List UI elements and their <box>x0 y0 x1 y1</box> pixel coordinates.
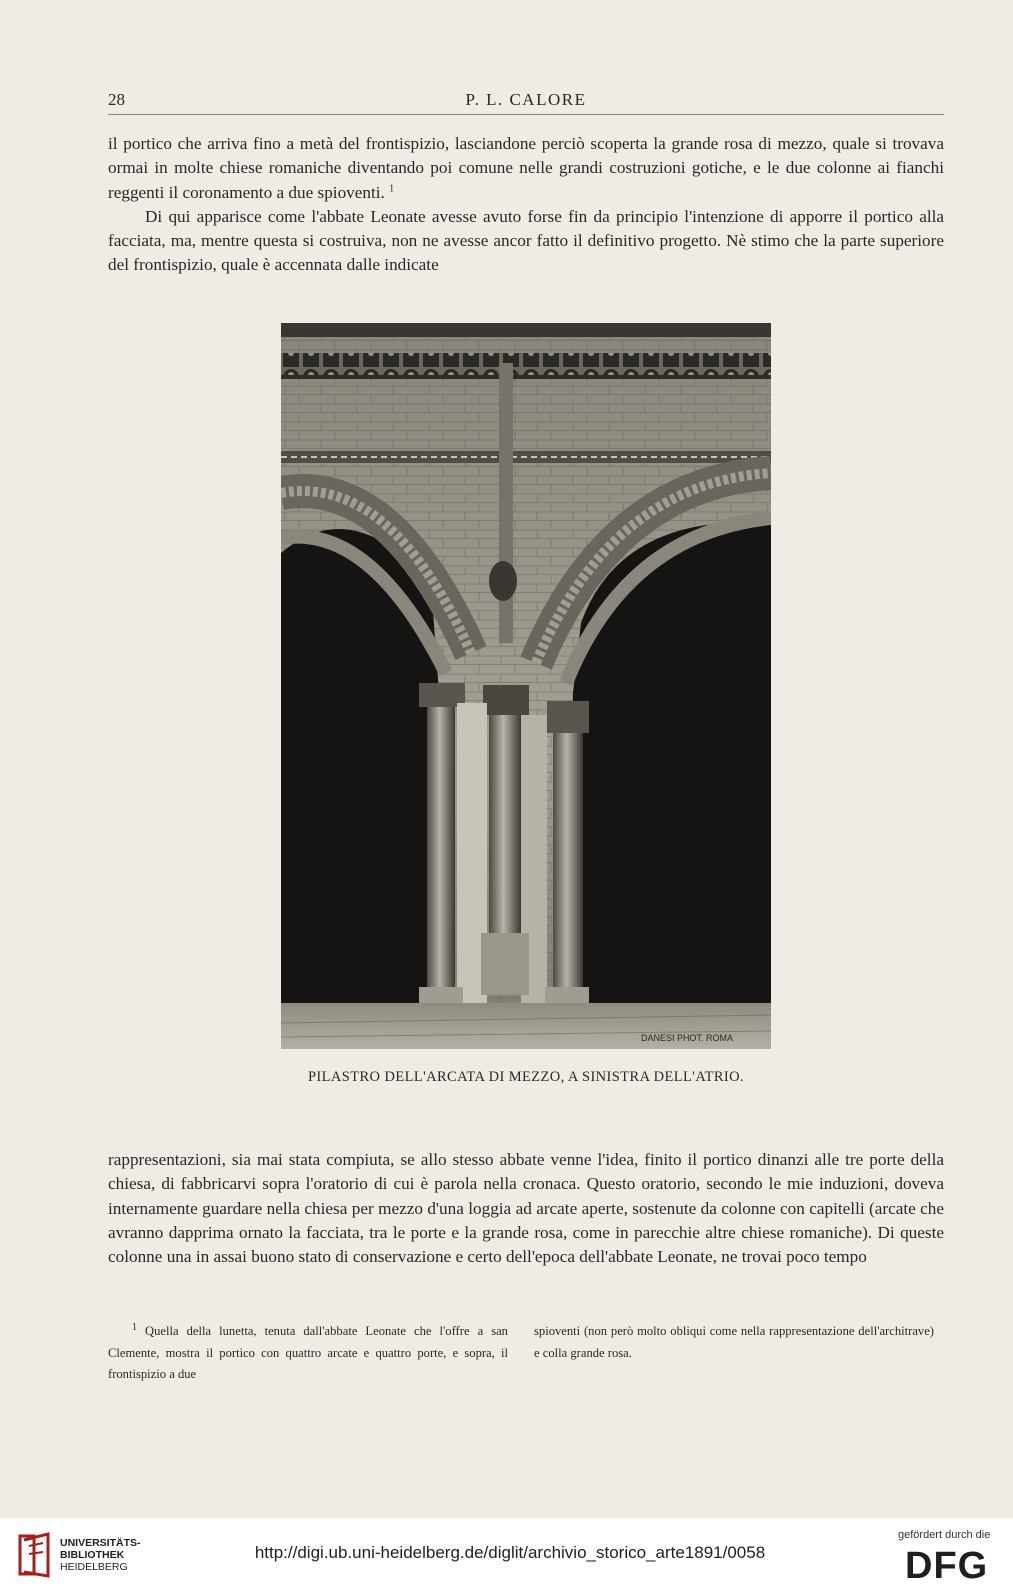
library-logo-icon <box>18 1532 54 1578</box>
paragraph: Di qui apparisce come l'abbate Leonate avesse avuto forse fin da principio l'intenzione di apporre il portico alla facciata, ma, mentre questa si costruiva, non ne avesse ancor fatto il definitivo progetto. Nè stimo che la parte superiore del frontispizio, quale è accennata dalle indicate <box>108 206 944 275</box>
footnotes <box>108 1321 944 1401</box>
figure-caption: PILASTRO DELL'ARCATA DI MEZZO, A SINISTRA DELL'ATRIO. <box>307 1069 745 1085</box>
body-text-top <box>108 132 944 278</box>
figure-photo <box>281 323 771 1049</box>
dfg-logo: DFG <box>905 1545 989 1587</box>
paragraph: il portico che arriva fino a metà del frontispizio, lasciandone perciò scoperta la grande rosa di mezzo, quale si trovava ormai in molte chiese romaniche diventando poi comune nelle grandi costruzioni gotiche, e le due colonne ai fianchi reggenti il coronamento a due spioventi. $^1$ <box>108 134 944 202</box>
library-name: UNIVERSITÄTS- BIBLIOTHEK HEIDELBERG <box>60 1537 141 1573</box>
footnote-ref: 1 <box>389 182 395 194</box>
permalink-url[interactable]: http://digi.ub.uni-heidelberg.de/diglit/archivio_storico_arte1891/0058 <box>254 1543 766 1562</box>
body-text-bottom <box>108 1148 944 1269</box>
footnote-right-column: spioventi (non però molto obliqui come nella rappresentazione dell'architrave) e colla grande rosa. <box>534 1324 934 1360</box>
funder-caption: gefördert durch die <box>898 1529 991 1541</box>
footnote-marker: 1 <box>132 1321 137 1333</box>
footnote-left-column: $^1$ Quella della lunetta, tenuta dall'abbate Leonate che l'offre a san Clemente, mostra il portico con quattro arcate e quattro porte, e sopra, il frontispizio a due <box>108 1321 508 1381</box>
viewer-footer <box>0 1518 1013 1591</box>
photo-credit: DANESI PHOT. ROMA <box>641 1033 734 1043</box>
arcade-photo <box>281 323 771 1049</box>
page-number: 28 <box>108 90 125 109</box>
paragraph: rappresentazioni, sia mai stata compiuta, se allo stesso abbate venne l'idea, finito il portico dinanzi alle tre porte della chiesa, di fabbricarvi sopra l'oratorio di cui è parola nella cronaca. Questo oratorio, secondo le mie induzioni, doveva internamente guardare nella chiesa per mezzo d'una loggia ad arcate aperte, sostenute da colonne con capitelli (arcate che avranno dapprima ornato la facciata, tra le porte e la grande rosa, come in parecchie altre chiese romaniche). Di queste colonne una in assai buono stato di conservazione e certo dell'epoca dell'abbate Leonate, ne trovai poco tempo <box>108 1150 944 1267</box>
running-head: P. L. CALORE <box>465 90 587 109</box>
page-header <box>108 90 944 115</box>
